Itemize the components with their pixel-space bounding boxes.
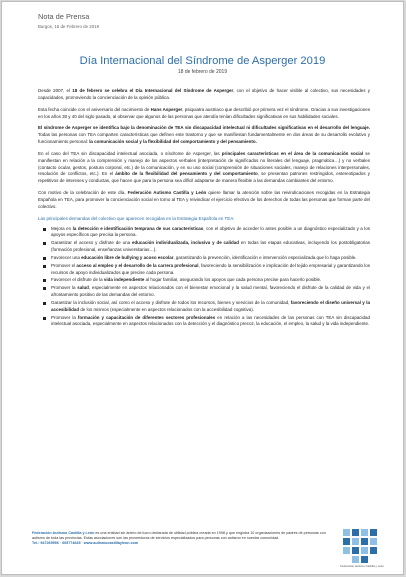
text-run-bold: Hans Asperger <box>150 106 183 112</box>
text-run: Todas las personas con TEA comparten características que definen este trastorno y que se manifiestan fundamentalmente en dos áreas de su desarrollo evolutivo y funcionamiento personal: <box>38 132 370 145</box>
footer-text: es una entidad sin ánimo de lucro declarada de utilidad pública creada en 1998 y que engloba 10 organizaciones de padres de personas con autismo de toda las provincias. Estas asociaciones son las proveedoras de servicios especializados para personas con autismo en nuestra comunidad. <box>32 531 326 541</box>
text-run: , se presentan patrones restringidos, estereotipados y repetitivos de intereses y conductas, que hacen que para la persona sea difícil adaptarse de manera flexible a las demandas cambiantes del entorno. <box>38 171 370 184</box>
text-run-bold: vida independiente <box>103 277 145 283</box>
press-release-label: Nota de Prensa <box>38 12 90 21</box>
text-run: Esta fecha coincide con el aniversario del nacimiento de <box>38 106 151 112</box>
demand-item <box>51 240 370 254</box>
text-run-bold: educación libre de bullying y acoso escolar <box>81 254 174 260</box>
text-run: Garantizar la inclusión social, así como el acceso y disfrute de todos los recursos, bienes y servicios de la comunidad, <box>51 299 291 305</box>
paragraph-federation <box>38 190 370 211</box>
footer-org-name: Federación Autismo Castilla y León <box>32 531 95 535</box>
text-run: Promover la <box>51 285 78 291</box>
text-run: En el caso del TEA sin discapacidad intelectual asociada, o síndrome de Asperger, las <box>38 150 222 156</box>
text-run: , con el objetivo de hacer visible al colectivo, sus necesidades y capacidades, promoviendo la concienciación de la opinión pública. <box>38 88 370 100</box>
text-run-bold: favoreciendo el diseño universal y la accesibilidad <box>51 299 370 312</box>
text-run: Favorecer el disfrute de la <box>51 277 104 283</box>
text-run: , especialmente en aspectos relacionados con el bienestar emocional y la salud mental, favoreciendo el disfrute de la calidad de vida y el afrontamiento positivo de las demandas del entorno. <box>51 285 370 298</box>
text-run: , favoreciendo la sensibilización e implicación del tejido empresarial y garantizando los recursos de apoyo individualizados que precise cada persona. <box>51 262 370 275</box>
text-run: , psiquiatra austriaco que describió por primera vez el síndrome. Gracias a sus investigaciones en los años 30 y 40 del siglo pasado, al observar que algunos de las personas que atendía tenían dificultades significativas en sus habilidades sociales. <box>38 106 371 119</box>
text-run: Mejora en <box>51 225 73 231</box>
text-run-bold: Federación Autismo Castilla y León <box>127 190 207 196</box>
text-run: se manifiestan en relación a la comprensión y manejo de los aspectos verbales (interpretación de significados no literales del lenguaje, pragmática…) y no verbales (contacto ocular, gestos, postura corporal, etc.) de la comunicación, y en su uso social (comprensión de situaciones sociales, manejo de relaciones interpersonales, resolución de conflictos, etc.). En el <box>38 150 370 177</box>
demand-item <box>51 255 370 262</box>
logo-caption: Federación Autismo Castilla y León <box>340 564 384 568</box>
text-run: , con el objetivo de acceder lo antes posible a un diagnóstico especializado y a los apoyos específicos que precisa la persona. <box>51 225 370 238</box>
press-release-page <box>1 1 404 575</box>
text-run: Promover la <box>51 314 78 320</box>
footer-contact: Tel.: 947265996 · 605774645 · www.autismocastillayleon.com <box>32 541 139 546</box>
text-run-bold: 18 de febrero se celebra el Día Internacional del Síndrome de Asperger <box>72 88 234 93</box>
text-run: Desde 2007, el <box>38 88 73 93</box>
text-run: en relación a las necesidades de las personas con TEA sin discapacidad intelectual asociada, especialmente en aspectos relacionados con la detección y el diagnóstico precoz, la educación, el empleo, la salud y la vida independiente. <box>51 314 370 327</box>
place-date: Burgos, 15 de Febrero de 2019 <box>38 24 100 29</box>
demands-heading: Las principales demandas del colectivo que aparecen recogidas en la Estrategia Española en TEA: <box>38 215 235 221</box>
paragraph-hans-asperger <box>38 107 370 121</box>
paragraph-definition <box>38 125 370 146</box>
demand-item <box>51 277 370 284</box>
text-run-bold: la comunicación social y la flexibilidad del comportamiento y del pensamiento. <box>89 139 257 145</box>
document-body <box>38 88 370 329</box>
text-run-bold: acceso al empleo y el desarrollo de la carrera profesional <box>76 262 199 268</box>
text-run: al hogar familiar, asegurando los apoyos que cada persona precise para hacerlo posible. <box>144 277 322 283</box>
demand-item <box>51 226 370 240</box>
federation-logo-icon <box>339 525 385 569</box>
demand-item <box>51 315 370 329</box>
text-run: Promover el <box>51 262 77 268</box>
text-run: Favorecer una <box>51 254 82 260</box>
event-date: 18 de febrero de 2019 <box>177 69 228 75</box>
text-run-bold: principales características en el área de la comunicación social <box>221 150 364 156</box>
text-run-bold: educación individualizada, inclusiva y de calidad <box>131 240 239 246</box>
footer-note <box>32 531 332 546</box>
text-run: Con motivo de la celebración de este día, <box>38 190 128 196</box>
text-run: quiere llamar la atención sobre las reivindicaciones recogidas en la Estrategia Española en TEA, para promover la concienciación social en torno al TEA y reivindicar el ejercicio efectivo de los derechos de todas las personas que forman parte del colectivo. <box>38 190 370 209</box>
text-run: Garantizar el acceso y disfrute de una <box>51 240 132 246</box>
demand-item <box>51 263 370 277</box>
text-run-bold: formación y capacitación de diferentes sectores profesionales <box>77 314 216 320</box>
paragraph-characteristics <box>38 151 370 185</box>
text-run: en todas las etapas educativas, incluyendo los postobligatorias (formación profesional, enseñanzas universitarias…). <box>51 240 371 253</box>
text-run-bold: ámbito de la flexibilidad del pensamiento y del comportamiento <box>115 171 258 177</box>
text-run: , garantizando la prevención, identificación e intervención especializada que lo haga posible. <box>173 254 357 260</box>
document-title: Día Internacional del Síndrome de Asperger 2019 <box>79 55 326 67</box>
text-run: de los mismos (especialmente en aspectos relacionados con la accesibilidad cognitiva). <box>79 306 254 312</box>
demand-item <box>51 300 370 314</box>
paragraph-intro <box>38 88 370 102</box>
text-run-bold: El síndrome de Asperger se identifica bajo la denominación de TEA sin discapacidad intelectual ni dificultades significativas en el desarrollo del lenguaje. <box>38 125 370 131</box>
demand-item <box>51 285 370 299</box>
demands-list <box>38 226 370 329</box>
text-run-bold: la detección e identificación temprana de sus características <box>72 225 204 231</box>
text-run-bold: salud <box>77 285 89 291</box>
